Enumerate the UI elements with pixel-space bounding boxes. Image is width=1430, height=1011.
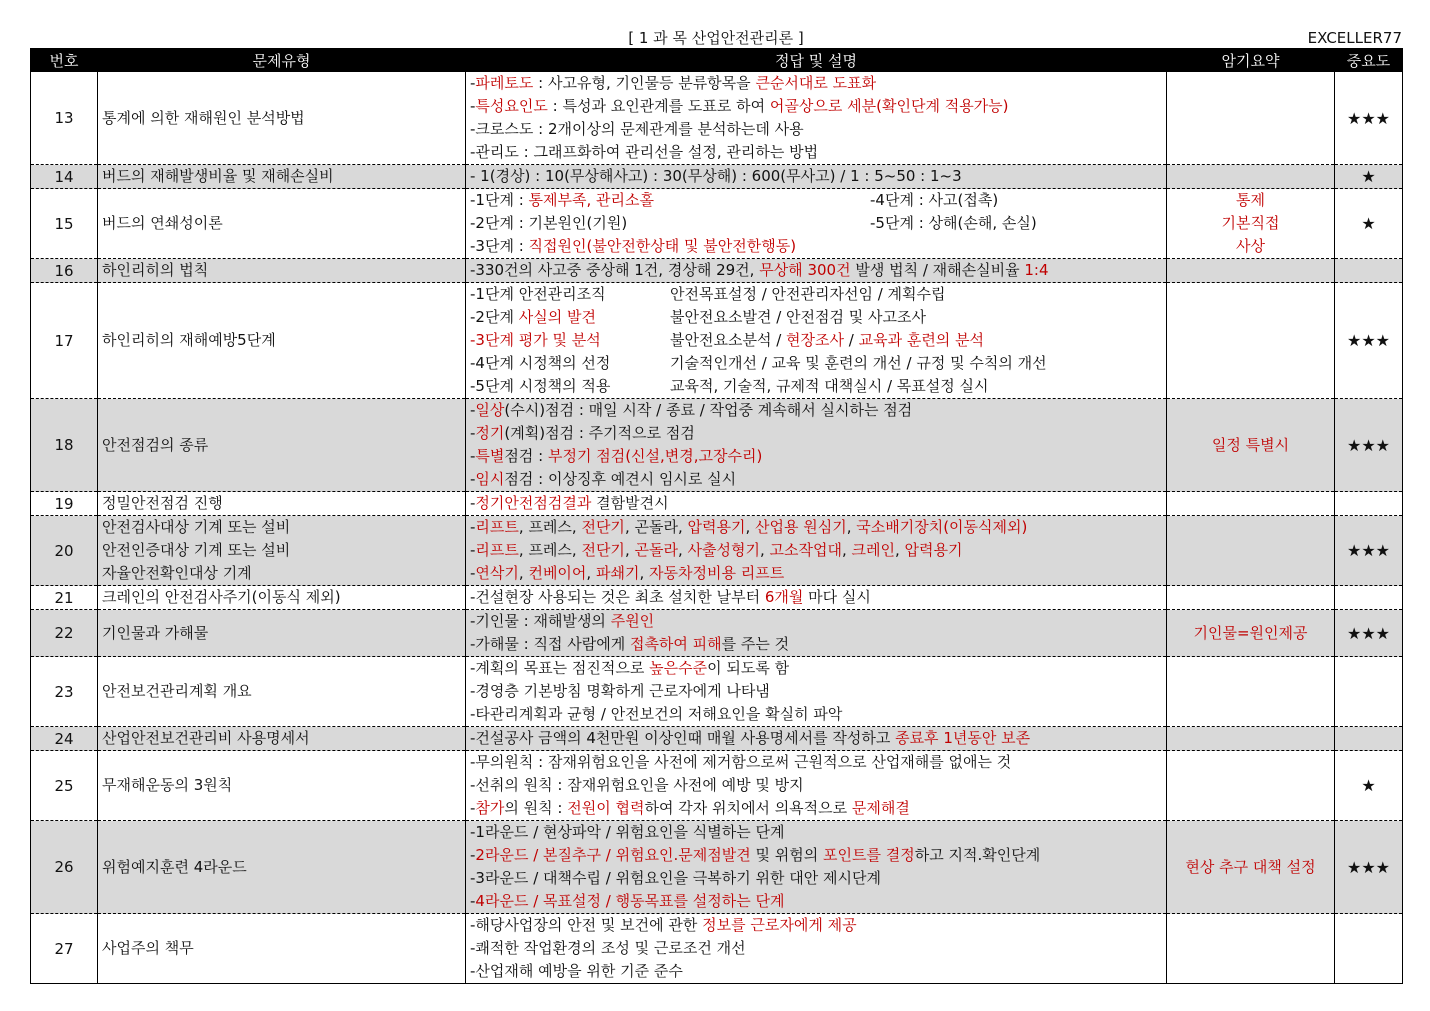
importance-stars: ★ [1335, 189, 1403, 259]
answer-text: 이 되도록 함 [707, 659, 790, 677]
answer-segment-left [470, 306, 670, 329]
highlight-text: 전단기 [581, 518, 625, 536]
highlight-text: 압력용기 [687, 518, 746, 536]
answer-text: , [745, 518, 755, 536]
answer-text: -4단계 : 사고(접촉) [870, 191, 999, 209]
question-type-line: 정밀안전점검 진행 [102, 494, 223, 512]
question-type [98, 259, 466, 283]
answer-text: - [470, 494, 476, 512]
highlight-text: 고소작업대 [769, 541, 842, 559]
highlight-text: 주원인 [610, 612, 655, 630]
answer-segment-left [470, 352, 670, 375]
highlight-text: 어골상으로 세분(확인단계 적용가능) [769, 97, 1009, 115]
answer-description [466, 72, 1167, 165]
answer-text: : 사고유형, 기인물등 분류항목을 [533, 74, 756, 92]
answer-text: - [470, 97, 476, 115]
answer-description [466, 399, 1167, 492]
answer-description [466, 751, 1167, 821]
question-type-line: 통계에 의한 재해원인 분석방법 [102, 108, 305, 127]
answer-line [470, 212, 1162, 235]
answer-line [470, 399, 1162, 422]
answer-line [470, 680, 1162, 703]
memo-summary [1167, 189, 1335, 259]
highlight-text: 일상 [475, 401, 505, 419]
highlight-text: 현장조사 [786, 331, 844, 349]
table-row [31, 165, 1403, 189]
answer-text: - 1(경상) : 10(무상해사고) : 30(무상해) : 600(무사고) / 1 : 5~50 : 1~3 [470, 167, 962, 185]
answer-segment-right [870, 214, 1037, 232]
table-row [31, 516, 1403, 586]
answer-text: 및 위험의 [750, 846, 824, 864]
question-type [98, 914, 466, 984]
answer-line [470, 586, 1162, 609]
row-number: 22 [31, 610, 98, 657]
question-type-line: 사업주의 책무 [102, 939, 194, 957]
answer-text: 결함발견시 [591, 494, 669, 512]
answer-text: -3라운드 / 대책수립 / 위험요인을 극복하기 위한 대안 제시단계 [470, 869, 881, 887]
answer-text: 하고 지적.확인단계 [914, 846, 1041, 864]
answer-text: - [470, 401, 476, 419]
answer-line [470, 72, 1162, 95]
memo-summary [1167, 727, 1335, 751]
answer-text: -계획의 목표는 점진적으로 [470, 659, 650, 677]
row-number: 17 [31, 283, 98, 399]
memo-summary [1167, 516, 1335, 586]
question-type [98, 283, 466, 399]
row-number: 19 [31, 492, 98, 516]
answer-text: - [470, 564, 476, 582]
column-header-answer: 정답 및 설명 [466, 49, 1167, 72]
table-row [31, 657, 1403, 727]
memo-summary [1167, 399, 1335, 492]
answer-text: 의 원칙 : [504, 799, 568, 817]
question-type-line: 버드의 재해발생비율 및 재해손실비 [102, 167, 334, 185]
answer-text: - [470, 74, 476, 92]
answer-text: 점검 : 이상징후 예견시 임시로 실시 [504, 470, 737, 488]
answer-segment-right [870, 191, 998, 209]
answer-text: -1단계 안전관리조직 [470, 285, 606, 303]
answer-text: -4단계 시정책의 선정 [470, 354, 611, 372]
brand-label: EXCELLER77 [1307, 29, 1402, 47]
answer-line [470, 774, 1162, 797]
answer-description [466, 821, 1167, 914]
answer-text: 하여 각자 위치에서 의욕적으로 [644, 799, 852, 817]
importance-stars: ★ [1335, 165, 1403, 189]
question-type-line: 하인리히의 법칙 [102, 261, 209, 279]
highlight-text: 접촉하여 피해 [629, 635, 722, 653]
answer-text: -산업재해 예방을 위한 기준 준수 [470, 962, 683, 980]
table-row [31, 283, 1403, 399]
answer-line [470, 283, 1162, 306]
memo-line: 통제 [1236, 191, 1265, 209]
question-type [98, 165, 466, 189]
question-type-line: 버드의 연쇄성이론 [102, 214, 223, 232]
question-type [98, 610, 466, 657]
page-header [30, 28, 1402, 48]
answer-text: 안전목표설정 / 안전관리자선임 / 계획수립 [670, 285, 946, 303]
importance-stars: ★★★ [1335, 610, 1403, 657]
question-type-line: 기인물과 가해물 [102, 623, 209, 642]
answer-text: 불안전요소분석 / [670, 331, 787, 349]
answer-description [466, 914, 1167, 984]
answer-line [470, 235, 1162, 258]
importance-stars: ★★★ [1335, 821, 1403, 914]
highlight-text: 6개월 [764, 588, 804, 606]
table-row [31, 914, 1403, 984]
question-type [98, 727, 466, 751]
answer-text: -기인물 : 재해발생의 [470, 612, 611, 630]
highlight-text: 무상해 300건 [759, 261, 851, 279]
highlight-text: 연삭기 [475, 564, 519, 582]
answer-line [470, 329, 1162, 352]
answer-text: , [846, 518, 857, 536]
answer-text: -무의원칙 : 잠재위험요인을 사전에 제거함으로써 근원적으로 산업재해를 없애는 것 [470, 753, 1012, 771]
answer-line [470, 468, 1162, 491]
importance-stars [1335, 657, 1403, 727]
highlight-text: 전단기 [581, 541, 625, 559]
highlight-text: 파쇄기 [595, 564, 640, 582]
highlight-text: 압력용기 [904, 541, 963, 559]
memo-line: 기인물=원인제공 [1193, 623, 1308, 642]
highlight-text: 크레인 [851, 541, 895, 559]
answer-text: , 프레스, [518, 541, 582, 559]
answer-segment-left [470, 189, 870, 212]
answer-segment-left [470, 283, 670, 306]
answer-text: -5단계 : 상해(손해, 손실) [870, 214, 1037, 232]
answer-line [470, 118, 1162, 141]
answer-text: -5단계 시정책의 적용 [470, 377, 611, 395]
highlight-text: 정기안전점검결과 [475, 494, 592, 512]
highlight-text: 정기 [475, 424, 505, 442]
answer-description [466, 657, 1167, 727]
memo-summary [1167, 165, 1335, 189]
answer-line [470, 844, 1162, 867]
answer-line [470, 141, 1162, 164]
answer-text: -1단계 : [470, 191, 529, 209]
answer-text: 교육적, 기술적, 규제적 대책실시 / 목표설정 실시 [670, 377, 989, 395]
memo-summary [1167, 283, 1335, 399]
answer-text: - [470, 799, 476, 817]
answer-segment-right [670, 354, 1047, 372]
answer-text: (계획)점검 : 주기적으로 점검 [504, 424, 695, 442]
highlight-text: 참가 [475, 799, 505, 817]
question-type-line: 안전검사대상 기계 또는 설비 [102, 518, 291, 536]
answer-line [470, 821, 1162, 844]
question-type-line: 안전인증대상 기계 또는 설비 [102, 541, 291, 559]
question-type-line: 크레인의 안전검사주기(이동식 제외) [102, 588, 341, 606]
highlight-text: 사실의 발견 [518, 308, 596, 326]
highlight-text: 정보를 근로자에게 제공 [702, 916, 857, 934]
importance-stars [1335, 914, 1403, 984]
answer-line [470, 960, 1162, 983]
memo-line: 일정 특별시 [1211, 435, 1290, 454]
answer-line [470, 259, 1162, 282]
answer-description [466, 165, 1167, 189]
answer-text: -쾌적한 작업환경의 조성 및 근로조건 개선 [470, 939, 746, 957]
answer-text: -3단계 : [470, 237, 529, 255]
answer-text: - [470, 470, 476, 488]
table-body [31, 72, 1403, 984]
answer-line [470, 516, 1162, 539]
memo-summary [1167, 492, 1335, 516]
highlight-text: 포인트를 결정 [823, 846, 915, 864]
memo-summary [1167, 751, 1335, 821]
answer-segment-right [670, 331, 984, 349]
highlight-text: 자동차정비용 리프트 [649, 564, 785, 582]
answer-line [470, 727, 1162, 750]
answer-text: -경영층 기본방침 명확하게 근로자에게 나타냄 [470, 682, 770, 700]
answer-line [470, 703, 1162, 726]
answer-text: 점검 : [504, 447, 548, 465]
table-row [31, 610, 1403, 657]
answer-text: (수시)점검 : 매일 시작 / 종료 / 작업중 계속해서 실시하는 점검 [504, 401, 913, 419]
question-type [98, 821, 466, 914]
importance-stars: ★★★ [1335, 283, 1403, 399]
answer-text: 마다 실시 [803, 588, 871, 606]
highlight-text: 큰순서대로 도표화 [755, 74, 877, 92]
table-row [31, 751, 1403, 821]
row-number: 25 [31, 751, 98, 821]
table-row [31, 72, 1403, 165]
question-type-line: 안전보건관리계획 개요 [102, 682, 252, 700]
highlight-text: 4라운드 / 목표설정 / 행동목표를 설정하는 단계 [475, 892, 785, 910]
answer-text: -해당사업장의 안전 및 보건에 관한 [470, 916, 703, 934]
highlight-text: 산업용 원심기 [755, 518, 847, 536]
answer-line [470, 914, 1162, 937]
answer-text: -가해물 : 직접 사람에게 [470, 635, 630, 653]
row-number: 15 [31, 189, 98, 259]
answer-line [470, 492, 1162, 515]
answer-description [466, 727, 1167, 751]
row-number: 14 [31, 165, 98, 189]
answer-text: , [759, 541, 770, 559]
question-type-line: 산업안전보건관리비 사용명세서 [102, 729, 310, 747]
answer-description [466, 586, 1167, 610]
answer-text: , [895, 541, 905, 559]
importance-stars [1335, 586, 1403, 610]
table-row [31, 821, 1403, 914]
answer-text: - [470, 518, 476, 536]
importance-stars: ★★★ [1335, 516, 1403, 586]
answer-text: 발생 법칙 / 재해손실비율 [850, 261, 1025, 279]
row-number: 20 [31, 516, 98, 586]
memo-summary [1167, 610, 1335, 657]
answer-segment-left [470, 375, 670, 398]
question-type-line: 하인리히의 재해예방5단계 [102, 331, 276, 349]
answer-line [470, 562, 1162, 585]
answer-line [470, 890, 1162, 913]
answer-line [470, 165, 1162, 188]
answer-text: -건설현장 사용되는 것은 최초 설치한 날부터 [470, 588, 765, 606]
question-type-line: 자율안전확인대상 기계 [102, 564, 252, 582]
answer-segment-right [670, 308, 926, 326]
answer-text: , [841, 541, 852, 559]
question-type [98, 72, 466, 165]
highlight-text: 임시 [475, 470, 505, 488]
highlight-text: 2라운드 / 본질추구 / 위험요인.문제점발견 [475, 846, 751, 864]
column-header-memo: 암기요약 [1167, 49, 1335, 72]
answer-text: , 프레스, [518, 518, 582, 536]
answer-text: - [470, 424, 476, 442]
row-number: 13 [31, 72, 98, 165]
answer-text: -건설공사 금액의 4천만원 이상인때 매월 사용명세서를 작성하고 [470, 729, 896, 747]
answer-text: 기술적인개선 / 교육 및 훈련의 개선 / 규정 및 수칙의 개선 [670, 354, 1047, 372]
question-type [98, 751, 466, 821]
row-number: 27 [31, 914, 98, 984]
memo-summary [1167, 72, 1335, 165]
answer-text: -2단계 [470, 308, 519, 326]
answer-text: - [470, 541, 476, 559]
answer-line [470, 797, 1162, 820]
answer-text: , [586, 564, 596, 582]
highlight-text: 특성요인도 [475, 97, 548, 115]
table-row [31, 399, 1403, 492]
answer-text: , 곤돌라, [624, 518, 688, 536]
answer-line [470, 633, 1162, 656]
highlight-text: 통제부족, 관리소홀 [528, 191, 654, 209]
importance-stars [1335, 492, 1403, 516]
column-header-type: 문제유형 [98, 49, 466, 72]
question-type-line: 무재해운동의 3원칙 [102, 776, 233, 794]
answer-text: : 특성과 요인관계를 도표로 하여 [547, 97, 770, 115]
highlight-text: 직접원인(불안전한상태 및 불안전한행동) [528, 237, 797, 255]
memo-summary [1167, 914, 1335, 984]
importance-stars: ★ [1335, 751, 1403, 821]
answer-line [470, 751, 1162, 774]
answer-description [466, 516, 1167, 586]
highlight-text: 사출성형기 [687, 541, 760, 559]
highlight-text: 컨베이어 [528, 564, 587, 582]
study-table [30, 48, 1403, 984]
highlight-text: 교육과 훈련의 분석 [858, 331, 985, 349]
answer-line [470, 539, 1162, 562]
table-row [31, 586, 1403, 610]
highlight-text: 파레토도 [475, 74, 534, 92]
memo-summary [1167, 657, 1335, 727]
answer-text: , [624, 541, 635, 559]
memo-line: 사상 [1236, 237, 1265, 255]
highlight-text: -3단계 평가 및 분석 [470, 331, 601, 349]
question-type [98, 657, 466, 727]
answer-line [470, 375, 1162, 398]
importance-stars [1335, 259, 1403, 283]
answer-description [466, 283, 1167, 399]
highlight-text: 특별 [475, 447, 505, 465]
answer-text: , [639, 564, 649, 582]
answer-line [470, 422, 1162, 445]
table-row [31, 492, 1403, 516]
highlight-text: 1:4 [1024, 261, 1049, 279]
memo-line: 현상 추구 대책 설정 [1185, 857, 1316, 876]
question-type [98, 399, 466, 492]
column-header-importance: 중요도 [1335, 49, 1403, 72]
row-number: 26 [31, 821, 98, 914]
answer-text: -330건의 사고중 중상해 1건, 경상해 29건, [470, 261, 760, 279]
answer-line [470, 610, 1162, 633]
answer-text: - [470, 892, 476, 910]
answer-line [470, 306, 1162, 329]
answer-description [466, 189, 1167, 259]
answer-segment-right [670, 285, 946, 303]
answer-line [470, 95, 1162, 118]
highlight-text: 리프트 [475, 541, 519, 559]
importance-stars: ★★★ [1335, 399, 1403, 492]
answer-text: -2단계 : 기본원인(기원) [470, 214, 628, 232]
highlight-text: 전원이 협력 [567, 799, 645, 817]
highlight-text: 곤돌라 [634, 541, 678, 559]
answer-text: / [844, 331, 859, 349]
answer-line [470, 937, 1162, 960]
highlight-text: 리프트 [475, 518, 519, 536]
answer-text: -선취의 원칙 : 잠재위험요인을 사전에 예방 및 방지 [470, 776, 804, 794]
highlight-text: 문제해결 [851, 799, 910, 817]
highlight-text: 부정기 점검(신설,변경,고장수리) [547, 447, 763, 465]
answer-text: -타관리계획과 균형 / 안전보건의 저해요인을 확실히 파악 [470, 705, 843, 723]
answer-text: - [470, 846, 476, 864]
answer-line [470, 867, 1162, 890]
page-title: [ 1 과 목 산업안전관리론 ] [628, 29, 804, 47]
answer-segment-left [470, 329, 670, 352]
answer-text: , [518, 564, 529, 582]
column-header-number: 번호 [31, 49, 98, 72]
answer-text: - [470, 447, 476, 465]
table-row [31, 259, 1403, 283]
row-number: 21 [31, 586, 98, 610]
highlight-text: 높은수준 [649, 659, 708, 677]
answer-segment-left [470, 212, 870, 235]
question-type [98, 492, 466, 516]
answer-text: 를 주는 것 [721, 635, 790, 653]
memo-summary [1167, 821, 1335, 914]
answer-segment-right [670, 377, 989, 395]
question-type-line: 위험예지훈련 4라운드 [102, 857, 247, 876]
row-number: 23 [31, 657, 98, 727]
row-number: 18 [31, 399, 98, 492]
question-type [98, 586, 466, 610]
answer-line [470, 657, 1162, 680]
question-type-line: 안전점검의 종류 [102, 435, 209, 454]
answer-description [466, 492, 1167, 516]
memo-summary [1167, 259, 1335, 283]
answer-text: -크로스도 : 2개이상의 문제관계를 분석하는데 사용 [470, 120, 804, 138]
highlight-text: 종료후 1년동안 보존 [895, 729, 1031, 747]
importance-stars [1335, 727, 1403, 751]
answer-line [470, 352, 1162, 375]
answer-line [470, 445, 1162, 468]
memo-summary [1167, 586, 1335, 610]
table-header-row [31, 49, 1403, 72]
answer-text: , [677, 541, 688, 559]
table-row [31, 727, 1403, 751]
answer-text: -관리도 : 그래프화하여 관리선을 설정, 관리하는 방법 [470, 143, 819, 161]
answer-description [466, 610, 1167, 657]
answer-line [470, 189, 1162, 212]
question-type [98, 516, 466, 586]
row-number: 24 [31, 727, 98, 751]
answer-text: 불안전요소발견 / 안전점검 및 사고조사 [670, 308, 926, 326]
table-row [31, 189, 1403, 259]
answer-description [466, 259, 1167, 283]
row-number: 16 [31, 259, 98, 283]
question-type [98, 189, 466, 259]
memo-line: 기본직접 [1221, 214, 1280, 232]
answer-text: -1라운드 / 현상파악 / 위험요인을 식별하는 단계 [470, 823, 785, 841]
highlight-text: 국소배기장치(이동식제외) [856, 518, 1028, 536]
importance-stars: ★★★ [1335, 72, 1403, 165]
